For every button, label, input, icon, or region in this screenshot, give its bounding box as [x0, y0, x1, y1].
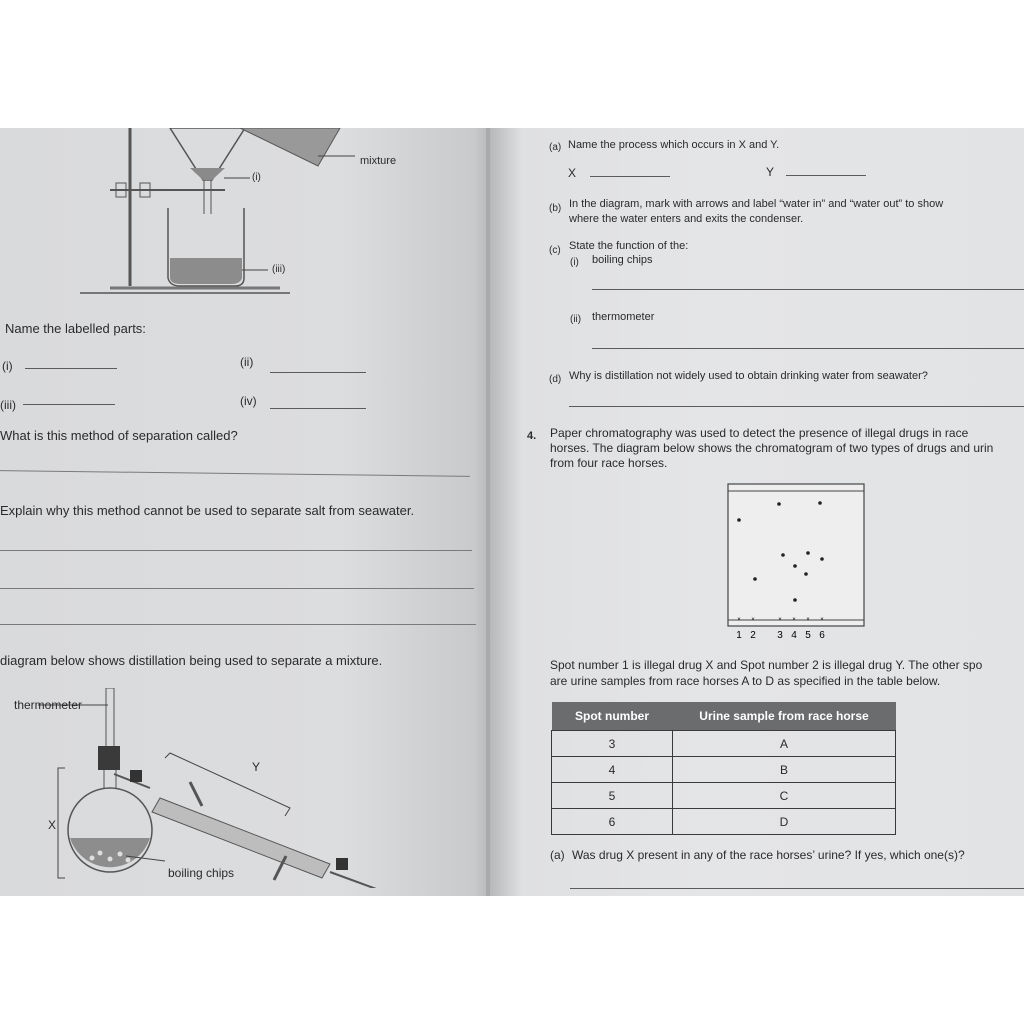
distillation-diagram [0, 688, 488, 888]
qc-i-text: boiling chips [592, 254, 653, 266]
background-top [0, 0, 1024, 128]
answer-line-explain-2[interactable] [0, 588, 474, 589]
question-method: What is this method of separation called? [0, 428, 238, 443]
cell-spot: 4 [552, 757, 673, 783]
svg-text:×: × [778, 617, 782, 623]
cell-horse: A [673, 731, 896, 757]
spot-label-2: 2 [750, 630, 756, 641]
qa-marker: (a) [549, 142, 562, 153]
cell-horse: B [673, 757, 896, 783]
spot-label-6: 6 [819, 630, 825, 641]
qd-text: Why is distillation not widely used to obtain drinking water from seawater? [569, 370, 928, 382]
cell-spot: 5 [552, 783, 673, 809]
table-row [552, 809, 896, 835]
y-blank-label: Y [766, 165, 775, 179]
q4-line-1: Paper chromatography was used to detect the presence of illegal drugs in race [550, 426, 969, 440]
answer-line-iii[interactable] [23, 404, 115, 405]
question-name-parts: Name the labelled parts: [5, 321, 146, 336]
condenser-y-label: Y [252, 760, 261, 774]
chromatogram [724, 482, 874, 652]
question-diagram-intro: diagram below shows distillation being used to separate a mixture. [0, 653, 383, 668]
spot-label-3: 3 [777, 630, 783, 641]
cell-horse: D [673, 809, 896, 835]
x-blank-label: X [568, 166, 577, 180]
answer-line-q4a[interactable] [570, 888, 1024, 889]
answer-line-explain-1[interactable] [0, 550, 472, 551]
answer-line-ii[interactable] [270, 372, 366, 373]
qc-i-marker: (i) [570, 257, 579, 268]
left-page [0, 128, 488, 896]
svg-text:×: × [737, 617, 741, 623]
blank-label-iii: (iii) [0, 398, 16, 412]
answer-line-explain-3[interactable] [0, 624, 476, 625]
q4a-marker: (a) [550, 848, 565, 862]
answer-line-x[interactable] [590, 176, 670, 177]
boiling-chips-label: boiling chips [168, 866, 235, 880]
spot-table [551, 702, 896, 835]
spot-line-1: Spot number 1 is illegal drug X and Spot number 2 is illegal drug Y. The other spo [550, 658, 983, 672]
table-header-row [552, 702, 896, 731]
thermometer-label: thermometer [14, 698, 83, 712]
part-iii-label: (iii) [272, 264, 286, 275]
cell-horse: C [673, 783, 896, 809]
flask-x-label: X [48, 818, 57, 832]
qc-ii-marker: (ii) [570, 314, 582, 325]
table-row [552, 757, 896, 783]
table-row [552, 731, 896, 757]
background-bottom [0, 896, 1024, 1024]
cell-spot: 3 [552, 731, 673, 757]
filtration-diagram [0, 128, 488, 308]
svg-text:×: × [820, 617, 824, 623]
q4a-text: Was drug X present in any of the race horses’ urine? If yes, which one(s)? [572, 848, 965, 862]
blank-label-i: (i) [2, 359, 13, 373]
answer-line-y[interactable] [786, 175, 866, 176]
q4-line-3: from four race horses. [550, 456, 668, 470]
mixture-label: mixture [360, 155, 397, 167]
qc-text: State the function of the: [569, 240, 689, 252]
spot-label-1: 1 [736, 630, 742, 641]
spot-label-5: 5 [805, 630, 811, 641]
spot-label-4: 4 [791, 630, 797, 641]
blank-label-iv: (iv) [240, 394, 257, 408]
answer-line-distillation[interactable] [569, 406, 1024, 407]
qb-line-2: where the water enters and exits the condenser. [569, 213, 804, 225]
answer-line-i[interactable] [25, 368, 117, 369]
cell-spot: 6 [552, 809, 673, 835]
answer-line-method[interactable] [0, 470, 470, 477]
qb-line-1: In the diagram, mark with arrows and label “water in” and “water out” to show [569, 198, 944, 210]
q4-line-2: horses. The diagram below shows the chromatogram of two types of drugs and urin [550, 441, 994, 455]
spot-line-2: are urine samples from race horses A to D as specified in the table below. [550, 674, 941, 688]
qd-marker: (d) [549, 374, 562, 385]
answer-line-thermometer[interactable] [592, 348, 1024, 349]
question-4-number: 4. [527, 430, 537, 442]
qb-marker: (b) [549, 203, 562, 214]
answer-line-boiling-chips[interactable] [592, 289, 1024, 290]
blank-label-ii: (ii) [240, 355, 254, 369]
question-explain: Explain why this method cannot be used to separate salt from seawater. [0, 503, 415, 518]
svg-text:×: × [806, 617, 810, 623]
table-row [552, 783, 896, 809]
part-i-label: (i) [252, 172, 261, 183]
qc-marker: (c) [549, 245, 561, 256]
qa-text: Name the process which occurs in X and Y. [568, 139, 780, 151]
svg-text:×: × [792, 617, 796, 623]
answer-line-iv[interactable] [270, 408, 366, 409]
svg-text:×: × [751, 617, 755, 623]
header-urine-sample: Urine sample from race horse [673, 702, 896, 731]
header-spot-number: Spot number [552, 702, 673, 731]
qc-ii-text: thermometer [592, 311, 655, 323]
